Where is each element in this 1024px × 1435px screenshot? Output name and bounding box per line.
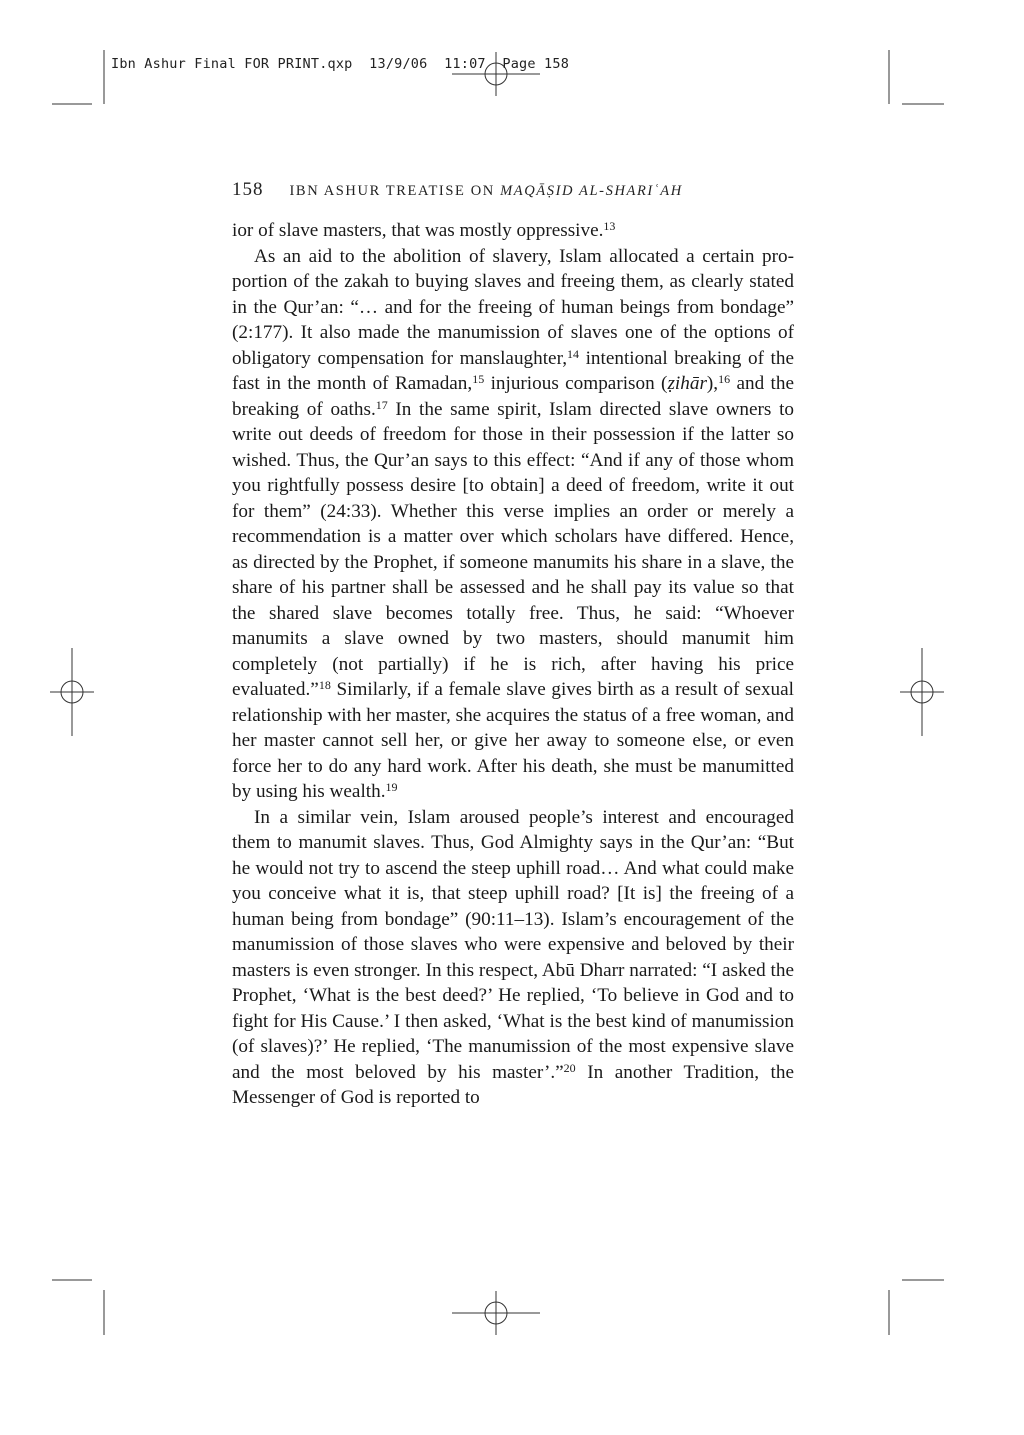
text-run: ), — [706, 373, 719, 394]
running-head-title-prefix: IBN ASHUR TREATISE ON — [289, 183, 501, 199]
paragraph — [232, 805, 794, 1111]
footnote-ref: 18 — [318, 678, 331, 692]
footnote-ref: 16 — [718, 372, 731, 386]
text-run: injurious comparison ( — [484, 373, 668, 394]
registration-mark-right — [900, 648, 944, 736]
footnote-ref: 17 — [375, 397, 388, 412]
running-head — [232, 179, 683, 201]
italic-term: ẓihār — [667, 373, 707, 394]
body-text — [232, 218, 794, 1111]
registration-mark-bottom — [452, 1291, 540, 1335]
running-head-title — [290, 183, 683, 199]
registration-mark-left — [50, 648, 94, 736]
running-head-title-italic: MAQĀṢID AL-SHARIʿAH — [500, 183, 683, 199]
text-run: In a similar vein, Islam aroused people’s interest and encouraged them to manumit slaves. Thus, God Almighty says in the Qur’an: “But he would not try to ascend the steep uphill road… And what could make you conceive what it is, that steep uphill road? [It is] the freeing of a human being from bondage” (90:11–13). Islam’s encouragement of the manumission of those slaves who were expensive and beloved by their masters is even stronger. In this respect, Abū Dharr narrated: “I asked the Prophet, ‘What is the best deed?’ He replied, ‘To believe in God and to fight for His Cause.’ I then asked, ‘What is the best kind of manumission (of slaves)?’ He replied, ‘The manumission of the most expensive slave and the most beloved by his master’.” — [232, 806, 794, 1083]
footnote-ref: 14 — [567, 346, 579, 361]
text-run: intentional breaking of the fast in the month of Ramadan, — [232, 347, 794, 394]
paragraph — [232, 244, 794, 805]
footnote-ref: 15 — [472, 372, 485, 386]
text-run: In the same spirit, Islam directed slave owners to write out deeds of freedom for those in their possession if the latter so wished. Thus, the Qur’an says to this effect: “And if any of those whom you rightfully possess desire [to obtain] a deed of freedom, write it out for them” (24:33). Whether this verse implies an order or merely a recommendation is a matter over which scholars have differed. Hence, as directed by the Prophet, if someone manumits his share in a slave, the share of his partner shall be assessed and he shall pay its value so that the shared slave becomes totally free. Thus, he said: “Whoever manumits a slave owned by two masters, should manumit him completely (not partially) if he is rich, after having his price evaluated.” — [232, 398, 794, 700]
page-number: 158 — [232, 179, 264, 200]
paragraph — [232, 218, 794, 244]
footnote-ref: 19 — [385, 780, 398, 794]
text-run: Similarly, if a female slave gives birth as a result of sexual relationship with her master, she acquires the status of a free woman, and her master cannot sell her, or give her away to someone else, or even force her to do any hard work. After his death, she must be manumitted by using his wealth. — [232, 679, 794, 802]
text-run: and the breaking of oaths. — [232, 373, 794, 420]
footnote-ref: 20 — [563, 1060, 576, 1075]
text-run: In another Tradition, the Messenger of God is reported to — [232, 1061, 794, 1108]
print-slug: Ibn Ashur Final FOR PRINT.qxp 13/9/06 11:07 Page 158 — [111, 56, 570, 72]
text-run: As an aid to the abolition of slavery, Islam allocated a certain proportion of the zakah to buying slaves and freeing them, as clearly stated in the Qur’an: “… and for the freeing of human beings from bondage” (2:177). It also made the manumission of slaves one of the options of obligatory compensation for manslaughter, — [232, 245, 794, 369]
text-run: ior of slave masters, that was mostly oppressive. — [232, 220, 604, 241]
footnote-ref: 13 — [603, 219, 616, 233]
